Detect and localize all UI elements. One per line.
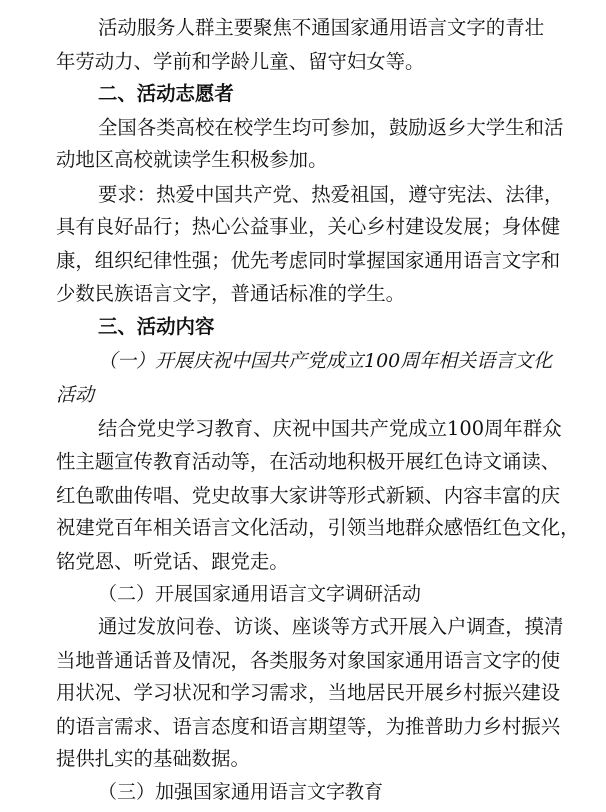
paragraph-line: 性主题宣传教育活动等，在活动地积极开展红色诗文诵读、 [56, 450, 561, 473]
paragraph-line: 红色歌曲传唱、党史故事大家讲等形式新颖、内容丰富的庆 [56, 483, 561, 507]
paragraph-line: 用状况、学习状况和学习需求，当地居民开展乡村振兴建设 [56, 681, 561, 705]
paragraph-line: 具有良好品行；热心公益事业，关心乡村建设发展；身体健 [56, 215, 561, 239]
subsection-heading: （二）开展国家通用语言文字调研活动 [98, 583, 422, 606]
subsection-heading: （一）开展庆祝中国共产党成立100周年相关语言文化 [98, 350, 553, 373]
paragraph-line: 全国各类高校在校学生均可参加，鼓励返乡大学生和活 [98, 115, 564, 139]
subsection-heading: （三）加强国家通用语言文字教育 [98, 781, 384, 803]
paragraph-line: 动地区高校就读学生积极参加。 [56, 148, 328, 172]
paragraph-line: 结合党史学习教育、庆祝中国共产党成立100周年群众 [98, 417, 562, 441]
section-heading: 三、活动内容 [98, 315, 215, 339]
section-heading: 二、活动志愿者 [98, 82, 234, 106]
paragraph-line: 当地普通话普及情况，各类服务对象国家通用语言文字的使 [56, 648, 561, 672]
paragraph-line: 祝建党百年相关语言文化活动，引领当地群众感悟红色文化， [56, 516, 580, 540]
subsection-heading: 活动 [56, 384, 95, 406]
paragraph-line: 提供扎实的基础数据。 [56, 747, 250, 771]
paragraph-line: 少数民族语言文字，普通话标准的学生。 [56, 281, 406, 305]
paragraph-line: 要求：热爱中国共产党、热爱祖国，遵守宪法、法律， [98, 182, 564, 206]
paragraph-line: 活动服务人群主要聚焦不通国家通用语言文字的青壮 [98, 16, 544, 39]
paragraph-line: 铭党恩、听党话、跟党走。 [56, 549, 289, 573]
paragraph-line: 康，组织纪律性强；优先考虑同时掌握国家通用语言文字和 [56, 248, 561, 272]
paragraph-line: 年劳动力、学前和学龄儿童、留守妇女等。 [56, 49, 425, 73]
paragraph-line: 的语言需求、语言态度和语言期望等，为推普助力乡村振兴 [56, 714, 561, 738]
paragraph-line: 通过发放问卷、访谈、座谈等方式开展入户调查，摸清 [98, 615, 564, 638]
